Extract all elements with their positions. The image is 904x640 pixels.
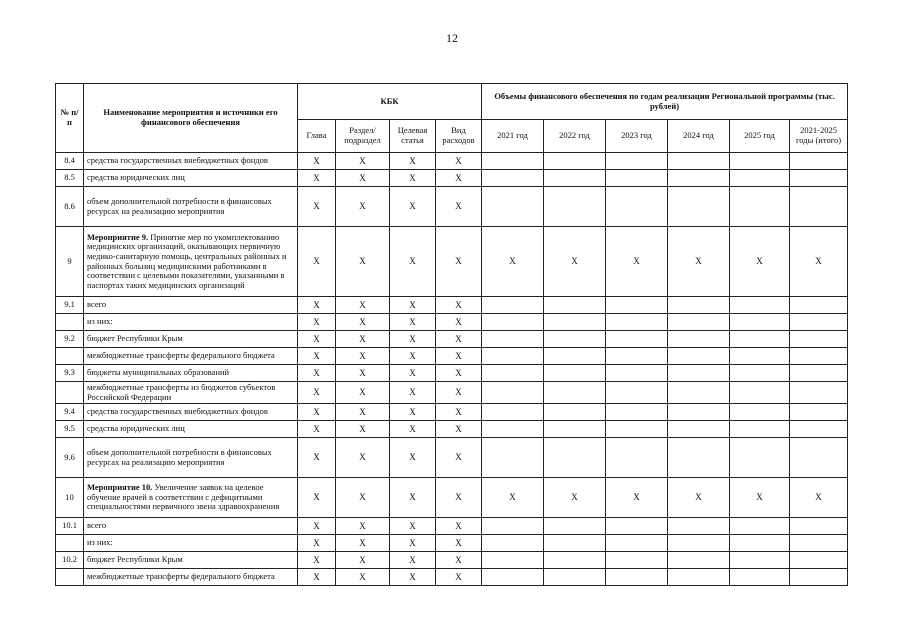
row-text: Принятие мер по укомплектованию медицинских организаций, оказывающих первичную медико-санитарную помощь, центральных районных и районных больниц медицинскими работниками в соответствии с целевыми показателями, указанными в паспортах таких медицинских организаций — [87, 231, 287, 290]
row-number: 8.6 — [56, 187, 84, 227]
table-row — [56, 170, 848, 187]
header-year-col: 2023 год — [606, 120, 668, 153]
year-cell — [790, 170, 848, 187]
funding-table — [55, 83, 848, 586]
year-cell — [482, 569, 544, 586]
kbk-cell: Х — [336, 421, 390, 438]
year-cell — [482, 187, 544, 227]
year-cell — [668, 518, 730, 535]
kbk-cell: Х — [436, 153, 482, 170]
year-cell — [606, 314, 668, 331]
kbk-cell: Х — [436, 382, 482, 404]
year-cell: Х — [790, 478, 848, 518]
row-name — [84, 535, 298, 552]
kbk-cell: Х — [436, 297, 482, 314]
year-cell — [544, 569, 606, 586]
row-text: бюджет Республики Крым — [87, 333, 183, 344]
kbk-cell: Х — [298, 331, 336, 348]
year-cell — [730, 348, 790, 365]
year-cell — [606, 170, 668, 187]
header-num: № п/п — [56, 84, 84, 153]
row-text: бюджет Республики Крым — [87, 554, 183, 565]
year-cell — [668, 187, 730, 227]
table-row — [56, 569, 848, 586]
header-kbk: КБК — [298, 84, 482, 120]
year-cell — [606, 382, 668, 404]
row-text: из них: — [87, 316, 113, 327]
kbk-cell: Х — [436, 365, 482, 382]
table-row — [56, 153, 848, 170]
year-cell — [606, 153, 668, 170]
year-cell: Х — [790, 227, 848, 297]
header-kbk-col: Глава — [298, 120, 336, 153]
row-text: межбюджетные трансферты федерального бюджета — [87, 571, 275, 582]
year-cell — [606, 438, 668, 478]
row-number — [56, 314, 84, 331]
year-cell — [544, 331, 606, 348]
row-number: 9.4 — [56, 404, 84, 421]
kbk-cell: Х — [390, 227, 436, 297]
header-name: Наименование мероприятия и источники его финансового обеспечения — [84, 84, 298, 153]
year-cell — [790, 535, 848, 552]
year-cell — [668, 404, 730, 421]
kbk-cell: Х — [390, 421, 436, 438]
year-cell — [730, 535, 790, 552]
kbk-cell: Х — [390, 314, 436, 331]
kbk-cell: Х — [336, 331, 390, 348]
year-cell — [606, 348, 668, 365]
year-cell — [730, 153, 790, 170]
kbk-cell: Х — [436, 438, 482, 478]
year-cell — [668, 438, 730, 478]
table-row — [56, 331, 848, 348]
kbk-cell: Х — [390, 382, 436, 404]
year-cell — [668, 382, 730, 404]
year-cell — [790, 187, 848, 227]
year-cell — [790, 404, 848, 421]
year-cell — [668, 153, 730, 170]
year-cell — [668, 314, 730, 331]
row-number: 9.2 — [56, 331, 84, 348]
row-text: межбюджетные трансферты из бюджетов субъектов Российской Федерации — [87, 382, 276, 402]
row-name — [84, 331, 298, 348]
kbk-cell: Х — [298, 438, 336, 478]
event-title: Мероприятие 10. — [87, 482, 153, 493]
row-name — [84, 569, 298, 586]
header-kbk-col: Целевая статья — [390, 120, 436, 153]
year-cell — [544, 297, 606, 314]
row-text: объем дополнительной потребности в финансовых ресурсах на реализацию мероприятия — [87, 447, 272, 467]
kbk-cell: Х — [336, 569, 390, 586]
kbk-cell: Х — [436, 569, 482, 586]
header-year-col: 2021 год — [482, 120, 544, 153]
table-row — [56, 297, 848, 314]
header-year-col: 2022 год — [544, 120, 606, 153]
year-cell — [730, 297, 790, 314]
kbk-cell: Х — [298, 535, 336, 552]
row-name — [84, 348, 298, 365]
kbk-cell: Х — [298, 518, 336, 535]
kbk-cell: Х — [436, 404, 482, 421]
row-number: 9.1 — [56, 297, 84, 314]
year-cell — [790, 331, 848, 348]
year-cell: Х — [730, 478, 790, 518]
table-row — [56, 187, 848, 227]
table-row — [56, 348, 848, 365]
kbk-cell: Х — [390, 552, 436, 569]
year-cell — [606, 404, 668, 421]
year-cell — [482, 314, 544, 331]
kbk-cell: Х — [336, 314, 390, 331]
table-row — [56, 314, 848, 331]
kbk-cell: Х — [336, 187, 390, 227]
kbk-cell: Х — [298, 421, 336, 438]
row-text: средства юридических лиц — [87, 172, 185, 183]
kbk-cell: Х — [336, 535, 390, 552]
kbk-cell: Х — [298, 569, 336, 586]
year-cell — [730, 518, 790, 535]
row-name — [84, 314, 298, 331]
kbk-cell: Х — [298, 404, 336, 421]
year-cell — [482, 170, 544, 187]
row-text: всего — [87, 520, 107, 531]
row-number — [56, 348, 84, 365]
row-name — [84, 153, 298, 170]
kbk-cell: Х — [298, 227, 336, 297]
kbk-cell: Х — [390, 404, 436, 421]
year-cell — [790, 382, 848, 404]
row-text: средства юридических лиц — [87, 423, 185, 434]
kbk-cell: Х — [436, 478, 482, 518]
table-body — [56, 153, 848, 586]
kbk-cell: Х — [390, 170, 436, 187]
header-kbk-col: Раздел/ подраздел — [336, 120, 390, 153]
kbk-cell: Х — [298, 478, 336, 518]
row-number: 10 — [56, 478, 84, 518]
kbk-cell: Х — [298, 314, 336, 331]
kbk-cell: Х — [298, 552, 336, 569]
year-cell — [606, 365, 668, 382]
year-cell: Х — [544, 227, 606, 297]
row-text: средства государственных внебюджетных фондов — [87, 406, 268, 417]
year-cell — [544, 404, 606, 421]
kbk-cell: Х — [298, 348, 336, 365]
year-cell — [544, 552, 606, 569]
year-cell — [606, 331, 668, 348]
kbk-cell: Х — [298, 365, 336, 382]
year-cell — [482, 348, 544, 365]
kbk-cell: Х — [390, 478, 436, 518]
year-cell — [668, 297, 730, 314]
row-name — [84, 478, 298, 518]
table-row — [56, 382, 848, 404]
year-cell — [790, 438, 848, 478]
kbk-cell: Х — [436, 170, 482, 187]
row-text: межбюджетные трансферты федерального бюджета — [87, 350, 275, 361]
kbk-cell: Х — [298, 297, 336, 314]
year-cell — [606, 535, 668, 552]
kbk-cell: Х — [336, 404, 390, 421]
year-cell — [482, 438, 544, 478]
table-row — [56, 227, 848, 297]
kbk-cell: Х — [390, 153, 436, 170]
year-cell — [668, 421, 730, 438]
year-cell — [544, 365, 606, 382]
kbk-cell: Х — [390, 569, 436, 586]
kbk-cell: Х — [336, 227, 390, 297]
table-row — [56, 365, 848, 382]
year-cell: Х — [482, 227, 544, 297]
page-number: 12 — [446, 31, 458, 45]
row-name — [84, 552, 298, 569]
kbk-cell: Х — [336, 478, 390, 518]
kbk-cell: Х — [298, 153, 336, 170]
year-cell — [668, 569, 730, 586]
year-cell — [790, 518, 848, 535]
header-year-col: 2024 год — [668, 120, 730, 153]
kbk-cell: Х — [336, 348, 390, 365]
year-cell — [730, 382, 790, 404]
kbk-cell: Х — [298, 187, 336, 227]
row-number — [56, 535, 84, 552]
year-cell — [482, 153, 544, 170]
kbk-cell: Х — [336, 518, 390, 535]
table-row — [56, 518, 848, 535]
row-number: 8.4 — [56, 153, 84, 170]
kbk-cell: Х — [436, 348, 482, 365]
kbk-cell: Х — [436, 314, 482, 331]
year-cell: Х — [606, 478, 668, 518]
kbk-cell: Х — [336, 438, 390, 478]
kbk-cell: Х — [298, 170, 336, 187]
kbk-cell: Х — [436, 227, 482, 297]
row-number: 9.3 — [56, 365, 84, 382]
kbk-cell: Х — [436, 187, 482, 227]
year-cell — [730, 438, 790, 478]
kbk-cell: Х — [336, 170, 390, 187]
row-text: Увеличение заявок на целевое обучение врачей в соответствии с дефицитными специальностями первичного звена здравоохранения — [87, 482, 280, 512]
kbk-cell: Х — [390, 365, 436, 382]
year-cell — [606, 421, 668, 438]
row-number: 10.1 — [56, 518, 84, 535]
year-cell — [730, 552, 790, 569]
row-number: 8.5 — [56, 170, 84, 187]
year-cell — [730, 187, 790, 227]
year-cell — [730, 365, 790, 382]
row-name — [84, 297, 298, 314]
row-text: бюджеты муниципальных образований — [87, 367, 230, 378]
row-text: из них: — [87, 537, 113, 548]
kbk-cell: Х — [390, 297, 436, 314]
header-year-col: 2021-2025 годы (итого) — [790, 120, 848, 153]
year-cell — [544, 153, 606, 170]
year-cell — [790, 153, 848, 170]
year-cell — [606, 297, 668, 314]
kbk-cell: Х — [390, 438, 436, 478]
year-cell — [730, 569, 790, 586]
row-name — [84, 438, 298, 478]
kbk-cell: Х — [336, 297, 390, 314]
row-number: 10.2 — [56, 552, 84, 569]
year-cell — [606, 552, 668, 569]
year-cell — [668, 348, 730, 365]
year-cell — [790, 348, 848, 365]
row-name — [84, 227, 298, 297]
row-number: 9 — [56, 227, 84, 297]
row-text: средства государственных внебюджетных фондов — [87, 155, 268, 166]
year-cell — [730, 314, 790, 331]
header-kbk-col: Вид расходов — [436, 120, 482, 153]
year-cell — [482, 421, 544, 438]
kbk-cell: Х — [336, 382, 390, 404]
kbk-cell: Х — [436, 535, 482, 552]
year-cell — [790, 569, 848, 586]
table-row — [56, 552, 848, 569]
year-cell — [790, 365, 848, 382]
year-cell — [606, 569, 668, 586]
row-text: объем дополнительной потребности в финансовых ресурсах на реализацию мероприятия — [87, 195, 272, 216]
year-cell — [544, 170, 606, 187]
kbk-cell: Х — [390, 187, 436, 227]
row-text: всего — [87, 299, 107, 310]
year-cell — [544, 382, 606, 404]
year-cell — [482, 518, 544, 535]
row-number: 9.5 — [56, 421, 84, 438]
year-cell — [544, 314, 606, 331]
kbk-cell: Х — [436, 552, 482, 569]
kbk-cell: Х — [298, 382, 336, 404]
year-cell — [544, 421, 606, 438]
year-cell — [668, 365, 730, 382]
kbk-cell: Х — [390, 331, 436, 348]
year-cell — [544, 348, 606, 365]
year-cell — [730, 331, 790, 348]
row-number — [56, 569, 84, 586]
year-cell — [730, 170, 790, 187]
year-cell — [790, 297, 848, 314]
kbk-cell: Х — [390, 348, 436, 365]
year-cell — [482, 365, 544, 382]
row-name — [84, 187, 298, 227]
year-cell: Х — [668, 478, 730, 518]
year-cell — [668, 552, 730, 569]
table-row — [56, 535, 848, 552]
kbk-cell: Х — [336, 552, 390, 569]
kbk-cell: Х — [436, 421, 482, 438]
year-cell — [482, 552, 544, 569]
year-cell — [544, 535, 606, 552]
row-name — [84, 365, 298, 382]
year-cell — [606, 187, 668, 227]
row-name — [84, 170, 298, 187]
row-name — [84, 421, 298, 438]
year-cell — [730, 421, 790, 438]
table-row — [56, 478, 848, 518]
year-cell — [790, 314, 848, 331]
table-row — [56, 404, 848, 421]
year-cell — [544, 438, 606, 478]
row-name — [84, 382, 298, 404]
row-name — [84, 404, 298, 421]
table-row — [56, 421, 848, 438]
row-number: 9.6 — [56, 438, 84, 478]
table-row — [56, 438, 848, 478]
year-cell: Х — [668, 227, 730, 297]
year-cell — [482, 331, 544, 348]
year-cell — [790, 552, 848, 569]
year-cell — [482, 404, 544, 421]
kbk-cell: Х — [336, 365, 390, 382]
year-cell — [482, 297, 544, 314]
year-cell — [482, 382, 544, 404]
table-header — [56, 84, 848, 153]
year-cell: Х — [730, 227, 790, 297]
row-number — [56, 382, 84, 404]
year-cell — [668, 170, 730, 187]
kbk-cell: Х — [436, 331, 482, 348]
year-cell — [544, 187, 606, 227]
kbk-cell: Х — [336, 153, 390, 170]
year-cell: Х — [606, 227, 668, 297]
kbk-cell: Х — [390, 535, 436, 552]
year-cell: Х — [482, 478, 544, 518]
header-year-col: 2025 год — [730, 120, 790, 153]
row-name — [84, 518, 298, 535]
year-cell — [544, 518, 606, 535]
year-cell: Х — [544, 478, 606, 518]
year-cell — [730, 404, 790, 421]
year-cell — [790, 421, 848, 438]
year-cell — [482, 535, 544, 552]
kbk-cell: Х — [390, 518, 436, 535]
year-cell — [606, 518, 668, 535]
event-title: Мероприятие 9. — [87, 231, 149, 242]
kbk-cell: Х — [436, 518, 482, 535]
year-cell — [668, 331, 730, 348]
header-funding: Объемы финансового обеспечения по годам реализации Региональной программы (тыс. рублей) — [482, 84, 848, 120]
year-cell — [668, 535, 730, 552]
